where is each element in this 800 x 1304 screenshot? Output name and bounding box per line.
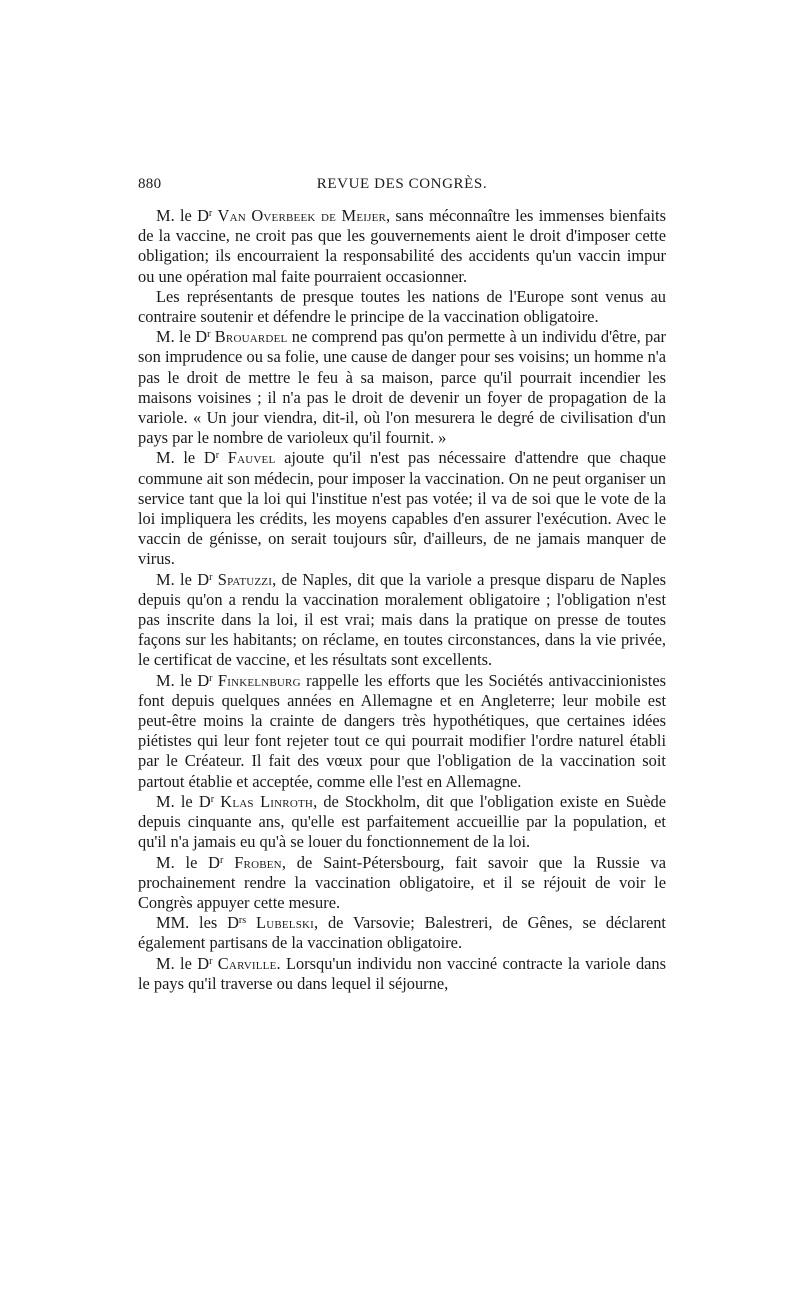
paragraph-text: , de Naples, dit que la variole a presque disparu de Naples depuis qu'on a rendu la vaccination moralement obligatoire ; l'obligation n'est pas inscrite dans la loi, il est vrai; mais dans la pratique on presse de toutes façons sur les habitants; on réclame, en toutes circonstances, dans la vie privée, le certificat de vaccine, et les résultats sont excellents. — [138, 569, 666, 670]
speaker-name: Froben — [234, 852, 282, 872]
speaker-name: Van Overbeek de Meijer — [217, 206, 387, 225]
paragraph-finkelnburg — [138, 671, 666, 792]
running-title: REVUE DES CONGRÈS. — [316, 176, 488, 192]
paragraph-text: rappelle les efforts que les Sociétés antivaccinionistes font depuis quelques années en Allemagne et en Angleterre; leur mobile est peut-être moins la crainte de dangers très hypothétiques, que certaines idées piétistes qui leur font rejeter tout ce qui pourrait modifier l'ordre naturel établi par le Créateur. Il fait des vœux pour que l'obligation de la vaccination soit partout établie et acceptée, comme elle l'est en Allemagne. — [138, 670, 666, 791]
paragraph-lubelski — [138, 913, 666, 953]
speaker-name: Carville — [217, 953, 277, 973]
speaker-intro: M. le D — [156, 791, 211, 811]
title-superscript: rs — [238, 915, 247, 927]
speaker-name: Spatuzzi — [217, 569, 273, 589]
speaker-name: Finkelnburg — [217, 670, 301, 690]
paragraph-representants — [138, 287, 666, 327]
paragraph-text: , de Varsovie; Balestreri, de Gênes, se déclarent également partisans de la vaccination obligatoire. — [138, 913, 666, 953]
paragraph-brouardel — [138, 327, 666, 448]
title-superscript: r — [215, 450, 220, 462]
paragraph-text: Les représentants de presque toutes les nations de l'Europe sont venus au contraire soutenir et défendre le principe de la vaccination obligatoire. — [138, 286, 666, 327]
speaker-intro: M. le D — [156, 327, 208, 347]
speaker-intro: M. le D — [156, 670, 210, 690]
paragraph-carville — [138, 954, 666, 994]
paragraph-text: , de Stockholm, dit que l'obligation existe en Suède depuis cinquante ans, qu'elle est parfaitement accueillie par la population, et qu'il n'a jamais eu qu'à se louer du fonctionnement de la loi. — [138, 791, 666, 852]
title-superscript: r — [210, 793, 215, 805]
paragraph-text: , de Saint-Pétersbourg, fait savoir que la Russie va prochainement rendre la vaccination obligatoire, et il se réjouit de voir le Congrès appuyer cette mesure. — [138, 852, 666, 912]
speaker-intro: M. le D — [156, 852, 221, 872]
paragraph-froben — [138, 853, 666, 914]
speaker-intro: M. le D — [156, 448, 216, 468]
body-text — [138, 206, 666, 994]
speaker-intro: M. le D — [156, 953, 210, 973]
running-head — [138, 176, 666, 198]
paragraph-text: , sans méconnaître les immenses bienfaits de la vaccine, ne croit pas que les gouvernements aient le droit d'imposer cette obligation; ils encourraient la responsabilité des accidents qu'un vaccin impur ou une opération mal faite pourraient occasionner. — [138, 206, 666, 286]
paragraph-spatuzzi — [138, 570, 666, 671]
title-superscript: r — [207, 329, 211, 341]
speaker-name: Brouardel — [214, 327, 288, 347]
speaker-intro: M. le D — [156, 206, 209, 225]
speaker-name: Fauvel — [227, 448, 276, 468]
title-superscript: r — [209, 571, 213, 583]
title-superscript: r — [209, 672, 213, 684]
speaker-name: Klas Linroth — [220, 791, 314, 811]
speaker-intro: M. le D — [156, 569, 210, 589]
paragraph-text: . Lorsqu'un individu non vacciné contracte la variole dans le pays qu'il traverse ou dans lequel il séjourne, — [138, 953, 666, 993]
paragraph-fauvel — [138, 448, 666, 569]
speaker-name: Lubelski — [255, 913, 315, 933]
paragraph-linroth — [138, 792, 666, 853]
speaker-intro: MM. les D — [156, 913, 239, 933]
paragraph-van-overbeek — [138, 206, 666, 287]
title-superscript: r — [208, 208, 213, 219]
page-number: 880 — [138, 176, 162, 192]
title-superscript: r — [220, 854, 224, 866]
paragraph-text: ajoute qu'il n'est pas nécessaire d'attendre que chaque commune ait son médecin, pour imposer la vaccination. On ne peut organiser un service tant que la loi qui l'institue n'est pas votée; il va de soi que le vote de la loi impliquera les crédits, les moyens capables d'en assurer l'exécution. Avec le vaccin de génisse, on serait toujours sûr, d'ailleurs, de ne jamais manquer de virus. — [138, 448, 666, 569]
paragraph-text: ne comprend pas qu'on permette à un individu d'être, par son imprudence ou sa folie, une cause de danger pour ses voisins; un homme n'a pas le droit de mettre le feu à sa maison, parce qu'il pourrait incendier les maisons voisines ; il n'a pas le droit de devenir un foyer de propagation de la variole. « Un jour viendra, dit-il, où l'on mesurera le degré de civilisation d'un pays par le nombre de varioleux qu'il fournit. » — [138, 327, 666, 448]
title-superscript: r — [209, 955, 213, 967]
